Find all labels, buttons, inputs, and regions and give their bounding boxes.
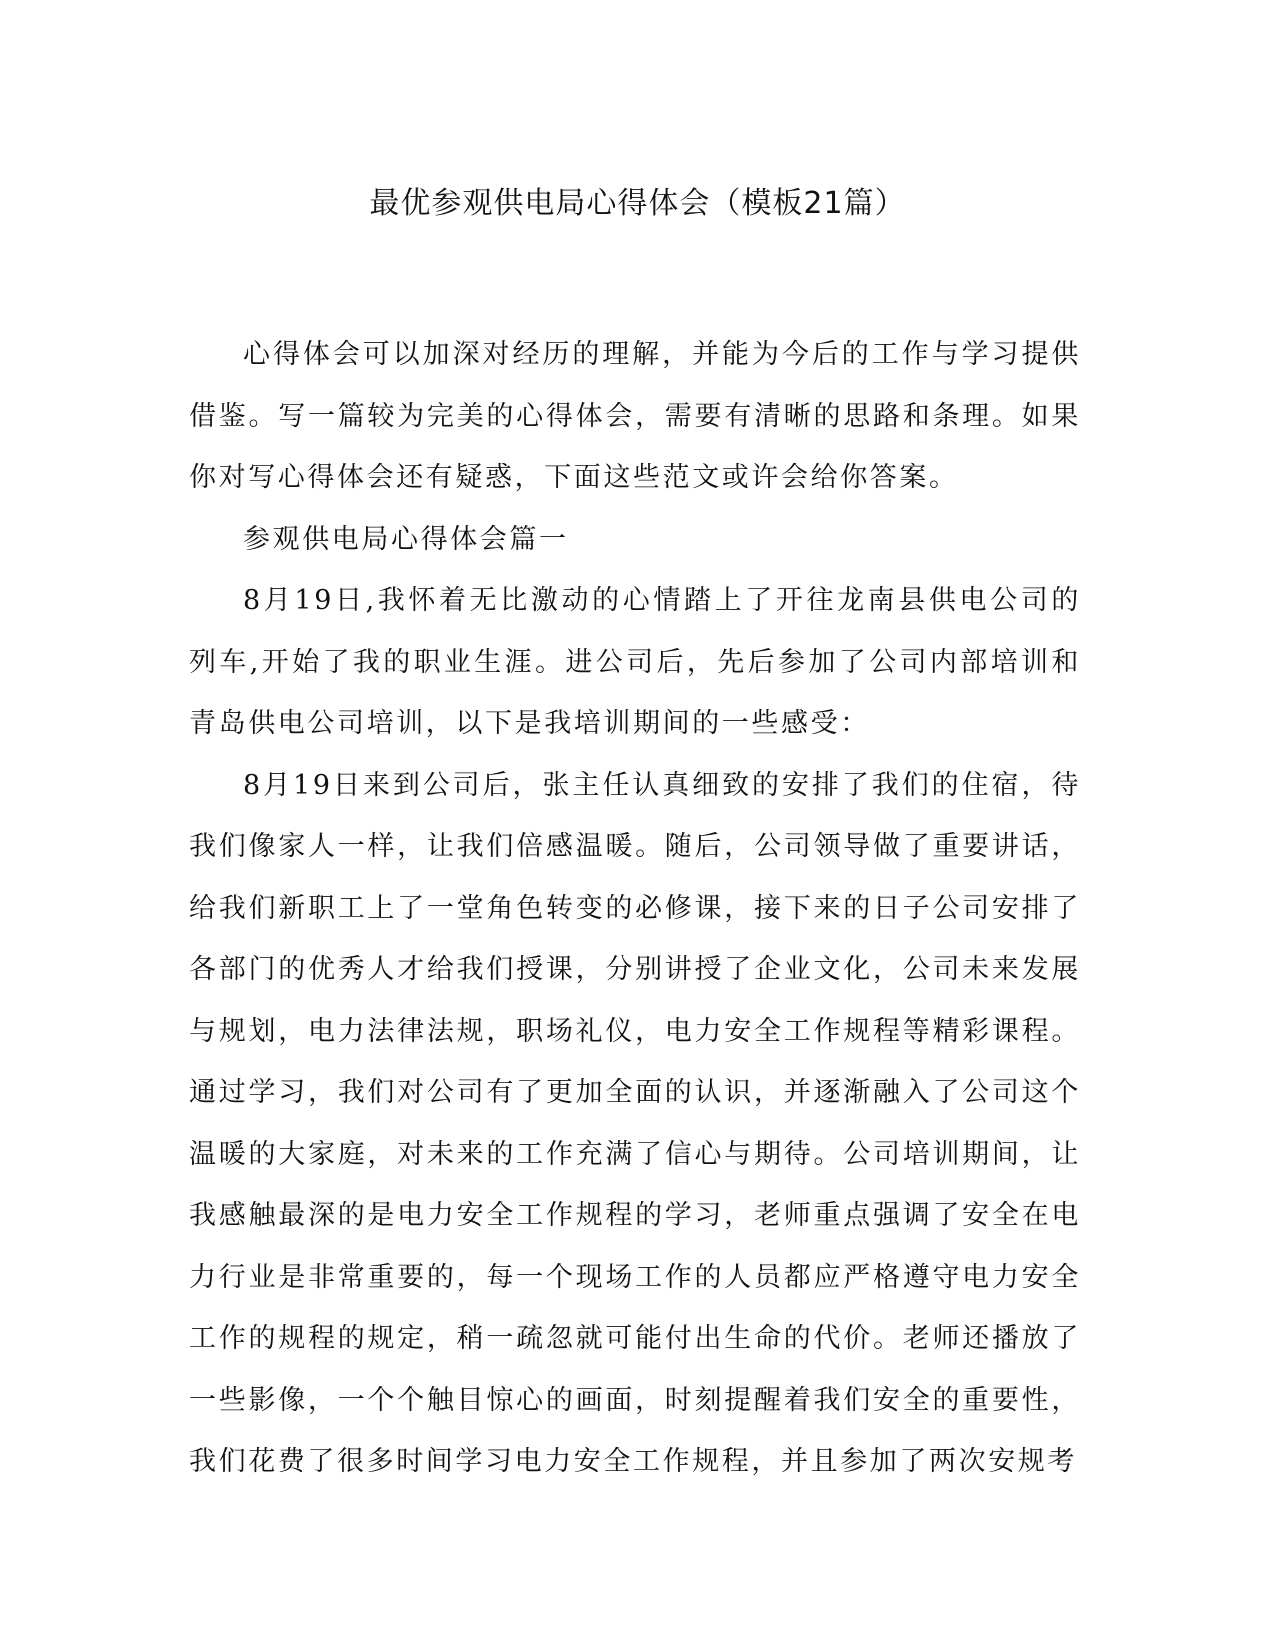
- document-title: 最优参观供电局心得体会（模板21篇）: [369, 186, 906, 221]
- section-heading: 参观供电局心得体会篇一: [243, 523, 569, 555]
- document-body: [189, 324, 1081, 1493]
- intro-paragraph: 心得体会可以加深对经历的理解，并能为今后的工作与学习提供借鉴。写一篇较为完美的心得体会，需要有清晰的思路和条理。如果你对写心得体会还有疑惑，下面这些范文或许会给你答案。: [189, 339, 1081, 493]
- body-paragraph: 8月19日来到公司后，张主任认真细致的安排了我们的住宿，待我们像家人一样，让我们倍感温暖。随后，公司领导做了重要讲话，给我们新职工上了一堂角色转变的必修课，接下来的日子公司安排了各部门的优秀人才给我们授课，分别讲授了企业文化，公司未来发展与规划，电力法律法规，职场礼仪，电力安全工作规程等精彩课程。通过学习，我们对公司有了更加全面的认识，并逐渐融入了公司这个温暖的大家庭，对未来的工作充满了信心与期待。公司培训期间，让我感触最深的是电力安全工作规程的学习，老师重点强调了安全在电力行业是非常重要的，每一个现场工作的人员都应严格遵守电力安全工作的规程的规定，稍一疏忽就可能付出生命的代价。老师还播放了一些影像，一个个触目惊心的画面，时刻提醒着我们安全的重要性，我们花费了很多时间学习电力安全工作规程，并且参加了两次安规考: [189, 769, 1081, 1477]
- body-paragraph: 8月19日,我怀着无比激动的心情踏上了开往龙南县供电公司的列车,开始了我的职业生涯。进公司后，先后参加了公司内部培训和青岛供电公司培训，以下是我培训期间的一些感受：: [189, 585, 1081, 739]
